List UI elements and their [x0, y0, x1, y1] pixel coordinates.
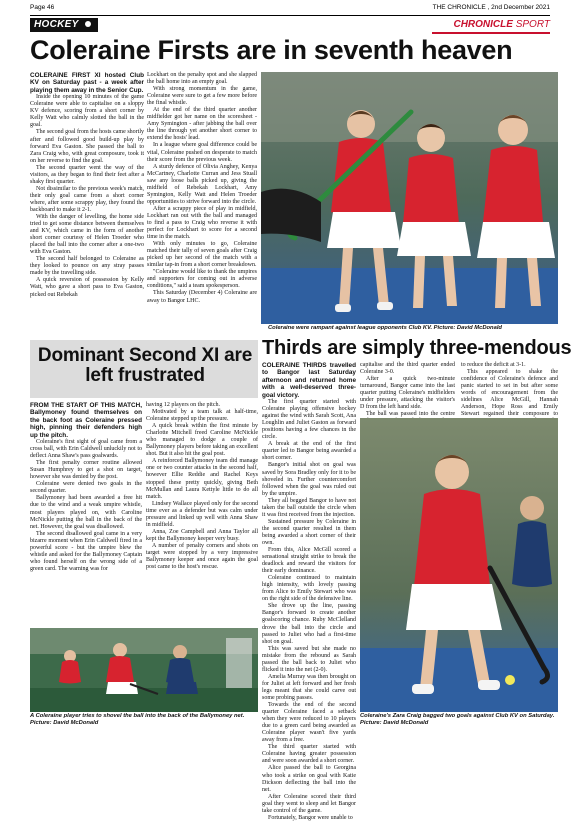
story3-paragraph: A break at the end of the first quarter led to Bangor being awarded a short corner. [262, 441, 356, 462]
story3-paragraph: Bangor's initial shot on goal was saved by Sora Bradley only for it to be shoveled in. Further countercomfort followed when the goal was ruled out by the umpire. [262, 462, 356, 497]
story2-lead [30, 402, 142, 439]
section-tab [30, 18, 98, 32]
story2-paragraph: Anna, Zoe Campbell and Anna Taylor all kept the Ballymoney keeper very busy. [146, 528, 258, 542]
story1-column-2 [147, 72, 257, 340]
page-number: Page 46 [30, 4, 55, 11]
section-tab-label: HOCKEY [34, 19, 79, 30]
story2-paragraph: Lindsey Wallace played only for the second time ever as a defender but was calm under pressure and linked up well with Anna Shaw in midfield. [146, 500, 258, 528]
story1-column-1 [30, 72, 144, 352]
story1-paragraph: A quick reversion of possession by Kelly Watt, who gave a short pass to Eva Gaston, picked out Rebekah [30, 277, 144, 298]
story1-paragraph: At the end of the third quarter another midfielder got her name on the scoresheet - Amy Symington - after jabbing the ball over the line through yet another short corner to extend the hosts' lead. [147, 107, 257, 142]
story3-column-1 [262, 362, 357, 821]
story2-paragraph: A reinforced Ballymoney team did manage one or two counter attacks in the second half, however Ellie Reddie and Rachel Keys stopped these pretty quickly, giving Beth McMullan and Laura Kettyle little to do all match. [146, 458, 258, 500]
story3-paragraph: This appeared to shake the confidence of Coleraine's defence and panic started to set in but after some words of encouragement from the sidelines Alice McGill, Hannah Anderson, Hope Ross and Emily Stewart regained their composure to [461, 369, 558, 418]
story2-paragraph: having 12 players on the pitch. [146, 402, 220, 408]
story1-paragraph: Lockhart on the penalty spot and she slapped the ball home into an empty goal. [147, 72, 257, 86]
story3-paragraph: They all begged Bangor to have not taken the ball outside the circle when it was first received from the injection. [262, 497, 356, 518]
story1-paragraph: The second half belonged to Coleraine as they looked to pounce on any stray passes made by the travelling side. [30, 256, 144, 277]
story2-paragraph: Coleraine were denied two goals in the second quarter. [30, 481, 142, 495]
story2-lead-caps: FROM THE START OF THIS MATCH, [30, 402, 142, 409]
story2-paragraph: A number of penalty corners and shots on target were stopped by a very impressive Ballymoney keeper and once again the goal post came to the host's rescue. [146, 542, 258, 571]
story3-paragraph: Sustained pressure by Coleraine in the second quarter resulted in them being awarded a short corner of their own. [262, 518, 356, 546]
story3-headline: Thirds are simply three-mendous [262, 337, 572, 359]
story2-paragraph: Ballymoney had been awarded a free hit due to the wind and a weak umpire whistle, most players played on, with Caroline McNickle putting the ball in the back of the net. However, the goal was disallowed. [30, 495, 142, 530]
story3-paragraph: The first quarter started with Coleraine playing offensive hockey against the wind with Sarah Scott, Ana Loughlin and Juliet Gaston as forward positions having a few chances in the circle. [262, 399, 356, 441]
story2-paragraph: A quick break within the first minute by Charlotte Mitchell freed Caroline McNickle who managed to dodge a couple of Ballymoney players before taking an excellent shot. But it also hit the goal post. [146, 423, 258, 458]
story1-headline: Coleraine Firsts are in seventh heaven [30, 35, 513, 65]
story3-paragraph: The ball was passed into the centre [366, 411, 455, 418]
story2-paragraph: The second disallowed goal came in a very bizarre moment when Erin Caldwell fired in a powerful score - but the umpire blew the whistle and asked for the Ballymoney Captain who found herself on the wrong side of a green card. The warning was for [30, 530, 142, 572]
story2-paragraph: Coleraine's first sight of goal came from a cross ball, with Erin Caldwell unluckily not to deflect Anna Shaw's pass goalwards. [30, 439, 142, 460]
story1-paragraph: "Coleraine would like to thank the umpires and supporters for coming out in adverse conditions," said a team spokesperson. [147, 269, 257, 290]
story2-photo [30, 628, 258, 712]
story3-paragraph: capitalise and the third quarter ended Coleraine 3-0. [360, 362, 455, 376]
story1-paragraph: Inside the opening 10 minutes of the game Coleraine were able to capitalise on a sloppy KV defence, scoring from a short corner by Kelly Watt who calmly slotted the ball in the goal. [30, 94, 144, 129]
story1-lead [30, 72, 144, 94]
brand-sport: SPORT [515, 19, 550, 30]
chronicle-sport-logo [453, 18, 550, 32]
brand-chronicle: CHRONICLE [453, 19, 513, 30]
story1-paragraph: In a league where goal difference could be vital, Coleraine pushed on desperate to match their score from the previous week. [147, 142, 257, 163]
story1-paragraph: The second quarter went the way of the visitors, as they began to find their feet after a shaky first quarter. [30, 164, 144, 185]
story3-paragraph: From this, Alice McGill scored a sensational straight strike to break the deadlock and reward the visitors for their early dominance. [262, 547, 356, 575]
hockey-match-photo [261, 72, 558, 324]
masthead-rule [30, 15, 550, 16]
story2-headline: Dominant Second XI are left frustrated [37, 345, 253, 386]
story2-column-2 [146, 402, 258, 628]
story2-paragraph: The first penalty corner routine allowed Susan Humphrey to get a shot on target, however she was denied by the post. [30, 460, 142, 481]
story1-paragraph: The second goal from the hosts came shortly after and followed good build-up play by forward Eva Gaston. She passed the ball to Zara Craig who, with great composure, took it on her reverse to find the goal. [30, 129, 144, 164]
story2-caption: A Coleraine player tries to shovel the ball into the back of the Ballymoney net. Picture: David McDonald [30, 713, 245, 726]
page-masthead [30, 4, 550, 14]
story3-column-2 [360, 362, 455, 418]
zara-craig-photo [360, 418, 558, 712]
story3-lead-rest: travelled to Bangor last Saturday afternoon and returned home with a well-deserved three-goal victory. [262, 362, 357, 399]
story3-paragraph: The third quarter started with Coleraine having greater possession and were soon awarded a short corner. [262, 744, 356, 765]
story3-paragraph: This was saved but she made no mistake from the rebound as Sarah passed the ball back to Juliet who flicked it into the net (2-0). [262, 645, 356, 673]
story1-paragraph: After a scrappy piece of play in midfield, Lockhart ran out with the ball and managed to find a pass to Craig who reverse it with perfect for Lockhart to score for a second time in the match. [147, 205, 257, 241]
second-xi-photo [30, 628, 258, 712]
story1-lead-rest: hosted Club KV on Saturday past - a week after playing them away in the Senior Cup. [30, 72, 145, 94]
story3-paragraph: Alice passed the ball to Georgina who took a strike on goal with Katie Dickson deflecting the ball into the net. [262, 765, 356, 793]
story1-paragraph: Not dissimilar to the previous week's match, their only goal came from a short corner where, after some scrappy play, they found the backboard to make it 2-1. [30, 185, 144, 213]
story3-lead [262, 362, 356, 399]
story3-paragraph: After Coleraine scored their third goal they went to sleep and let Bangor take control of the game. [262, 793, 356, 814]
story1-paragraph: A sturdy defence of Olivia Anghey, Kenya McCartney, Charlotte Curran and Jess Stuall saw any loose balls picked up, giving the midfield of Rebekah Lockhart, Amy Symington, Kelly Watt and Helen Troeder opportunities to strive forward into the circle. [147, 163, 257, 205]
story1-lead-caps: COLERAINE FIRST XI [30, 72, 101, 79]
story3-caption: Coleraine's Zara Craig bagged two goals against Club KV on Saturday. Picture: David McDonald [360, 713, 555, 726]
story3-paragraph: She drove up the line, passing Bangor's forward to create another goalscoring chance. Ruby McClelland drove the ball into the circle and passed to Juliet who had a first-time shot on goal. [262, 603, 356, 645]
story3-paragraph: After a quick two-minute turnaround, Bangor came into the last quarter putting Coleraine's midfielders under pressure, attacking the visitor's D from the left hand side. [360, 376, 455, 411]
story3-photo [360, 418, 558, 712]
story1-caption: Coleraine were rampant against league opponents Club KV. Picture: David McDonald [268, 325, 502, 331]
story3-paragraph: Fortunately, Bangor were unable to [268, 814, 353, 821]
story3-column-3 [461, 362, 558, 418]
story2-paragraph: Motivated by a team talk at half-time, Coleraine stepped up the pressure. [146, 409, 258, 423]
publication-date: THE CHRONICLE , 2nd December 2021 [432, 4, 550, 11]
story3-paragraph: Coleraine continued to maintain high intensity, with lovely passing from Alice to Emily Stewart who was on the right side of the defensive line. [262, 575, 356, 603]
story1-paragraph: With strong momentum in the game, Coleraine were sure to get a few more before the final whistle. [147, 86, 257, 107]
story3-paragraph: to reduce the deficit at 3-1. [461, 362, 526, 368]
story3-paragraph: Amelia Murray was then brought on for Juliet at left forward and her fresh legs meant that she could carve out some probing passes. [262, 673, 356, 701]
story1-paragraph: With only minutes to go, Coleraine matched their tally of seven goals after Craig picked up her second of the match with a similar tap-in from a short corner breakdown. [147, 241, 257, 269]
story2-lead-rest: Ballymoney found themselves on the back foot as Coleraine pressed high, pinning their defenders high up the pitch. [30, 409, 142, 439]
story3-paragraph: Towards the end of the second quarter Coleraine faced a setback when they were reduced to 10 players due to a green card being awarded as Coleraine player wasn't five yards away from a free. [262, 702, 356, 744]
story2-column-1 [30, 402, 142, 628]
story1-photo [261, 72, 558, 324]
hockey-ball-icon [85, 21, 91, 27]
story1-paragraph: This Saturday (December 4) Coleraine are away to Bangor LHC. [147, 290, 257, 304]
story1-paragraph: With the danger of levelling, the home side tried to get some distance between themselves and KV, which came in the form of another short corner courtesy of Helen Troeder who placed the ball into the corner after a one-two with Eva Gaston. [30, 214, 144, 256]
story3-lead-caps: COLERAINE THIRDS [262, 362, 327, 369]
